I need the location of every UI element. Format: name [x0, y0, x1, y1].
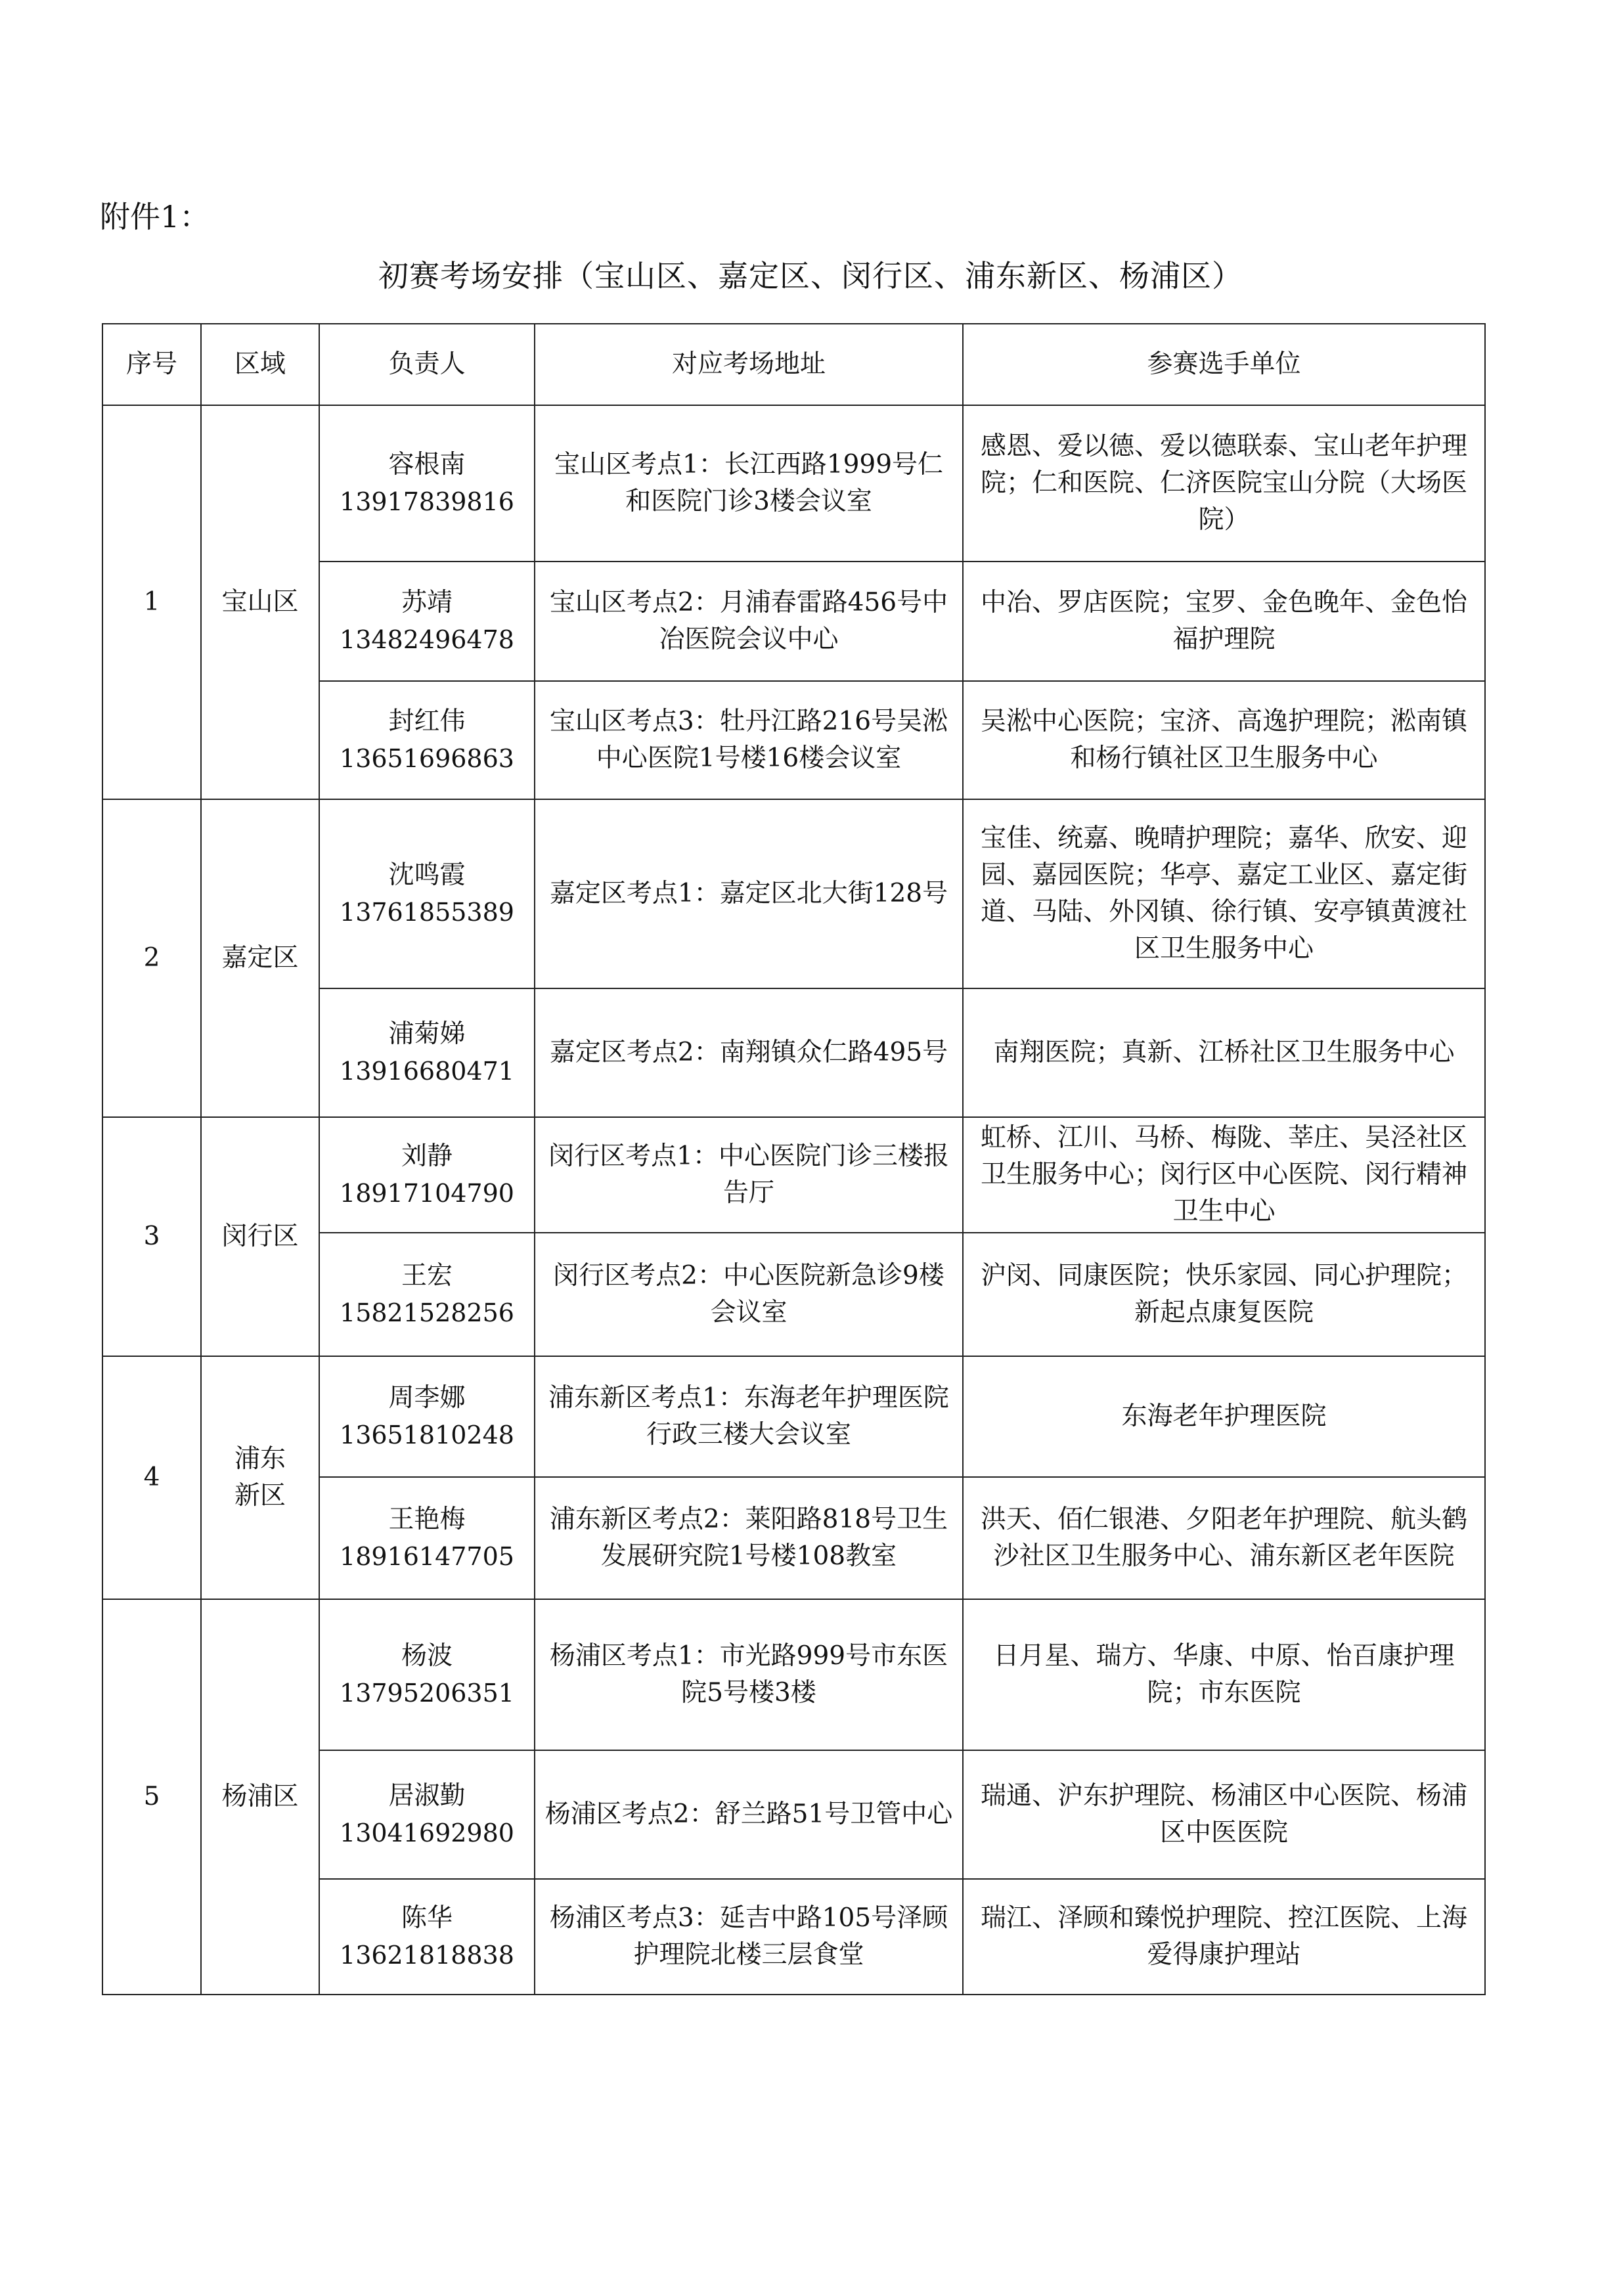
person-name: 王艳梅 [388, 1505, 466, 1534]
person-name: 浦菊娣 [388, 1019, 466, 1049]
person-name: 刘静 [401, 1141, 453, 1171]
seq-cell: 5 [102, 1599, 201, 1995]
area-cell: 闵行区 [201, 1117, 319, 1356]
person-name: 封红伟 [388, 707, 466, 736]
table-row [102, 405, 1485, 562]
units-cell: 瑞通、沪东护理院、杨浦区中心医院、杨浦区中医医院 [963, 1750, 1485, 1879]
person-cell [319, 1117, 535, 1233]
seq-cell: 4 [102, 1356, 201, 1599]
table-row [102, 799, 1485, 988]
address-cell: 闵行区考点2：中心医院新急诊9楼会议室 [535, 1233, 963, 1356]
person-name: 周李娜 [388, 1383, 466, 1413]
table-row [102, 1117, 1485, 1233]
person-phone: 13651810248 [340, 1421, 514, 1449]
person-phone: 18916147705 [340, 1542, 514, 1571]
person-cell [319, 1599, 535, 1750]
table-row [102, 1356, 1485, 1477]
exam-schedule-table [102, 323, 1486, 1995]
person-cell [319, 1750, 535, 1879]
units-cell: 洪天、佰仁银港、夕阳老年护理院、航头鹤沙社区卫生服务中心、浦东新区老年医院 [963, 1477, 1485, 1599]
person-phone: 13041692980 [340, 1819, 514, 1847]
person-phone: 13917839816 [340, 487, 514, 516]
person-name: 居淑勤 [388, 1781, 466, 1811]
units-cell: 虹桥、江川、马桥、梅陇、莘庄、吴泾社区卫生服务中心；闵行区中心医院、闵行精神卫生中心 [963, 1117, 1485, 1233]
document-title: 初赛考场安排（宝山区、嘉定区、闵行区、浦东新区、杨浦区） [378, 258, 1243, 294]
units-cell: 宝佳、统嘉、晚晴护理院；嘉华、欣安、迎园、嘉园医院；华亭、嘉定工业区、嘉定街道、马陆、外冈镇、徐行镇、安亭镇黄渡社区卫生服务中心 [963, 799, 1485, 988]
units-cell: 日月星、瑞方、华康、中原、怡百康护理院；市东医院 [963, 1599, 1485, 1750]
person-cell [319, 405, 535, 562]
person-phone: 13916680471 [340, 1057, 514, 1086]
address-cell: 宝山区考点3：牡丹江路216号吴淞中心医院1号楼16楼会议室 [535, 681, 963, 799]
table-header-row [102, 324, 1485, 405]
header-seq: 序号 [102, 324, 201, 405]
attachment-label: 附件1： [100, 199, 210, 234]
units-cell: 感恩、爱以德、爱以德联泰、宝山老年护理院；仁和医院、仁济医院宝山分院（大场医院） [963, 405, 1485, 562]
area-cell: 杨浦区 [201, 1599, 319, 1995]
area-cell: 浦东新区 [201, 1356, 319, 1599]
address-cell: 嘉定区考点1：嘉定区北大街128号 [535, 799, 963, 988]
area-cell: 嘉定区 [201, 799, 319, 1117]
area-cell: 宝山区 [201, 405, 319, 799]
person-name: 陈华 [401, 1903, 453, 1933]
units-cell: 瑞江、泽顾和臻悦护理院、控江医院、上海爱得康护理站 [963, 1879, 1485, 1995]
person-cell [319, 1356, 535, 1477]
header-units: 参赛选手单位 [963, 324, 1485, 405]
units-cell: 东海老年护理医院 [963, 1356, 1485, 1477]
person-phone: 13795206351 [340, 1679, 514, 1708]
address-cell: 浦东新区考点2：莱阳路818号卫生发展研究院1号楼108教室 [535, 1477, 963, 1599]
seq-cell: 2 [102, 799, 201, 1117]
table-row [102, 1599, 1485, 1750]
address-cell: 宝山区考点2：月浦春雷路456号中冶医院会议中心 [535, 562, 963, 681]
seq-cell: 3 [102, 1117, 201, 1356]
units-cell: 南翔医院；真新、江桥社区卫生服务中心 [963, 988, 1485, 1117]
person-name: 沈鸣霞 [388, 860, 466, 890]
person-phone: 13761855389 [340, 898, 514, 927]
units-cell: 吴淞中心医院；宝济、高逸护理院；淞南镇和杨行镇社区卫生服务中心 [963, 681, 1485, 799]
person-phone: 13482496478 [340, 625, 514, 654]
person-cell [319, 1879, 535, 1995]
address-cell: 闵行区考点1：中心医院门诊三楼报告厅 [535, 1117, 963, 1233]
person-cell [319, 988, 535, 1117]
address-cell: 嘉定区考点2：南翔镇众仁路495号 [535, 988, 963, 1117]
person-cell [319, 799, 535, 988]
units-cell: 中冶、罗店医院；宝罗、金色晚年、金色怡福护理院 [963, 562, 1485, 681]
person-name: 苏靖 [401, 588, 453, 617]
person-cell [319, 562, 535, 681]
address-cell: 杨浦区考点1：市光路999号市东医院5号楼3楼 [535, 1599, 963, 1750]
person-name: 王宏 [401, 1261, 453, 1291]
person-cell [319, 1233, 535, 1356]
seq-cell: 1 [102, 405, 201, 799]
person-cell [319, 1477, 535, 1599]
address-cell: 浦东新区考点1：东海老年护理医院行政三楼大会议室 [535, 1356, 963, 1477]
header-person: 负责人 [319, 324, 535, 405]
address-cell: 宝山区考点1：长江西路1999号仁和医院门诊3楼会议室 [535, 405, 963, 562]
person-phone: 18917104790 [340, 1179, 514, 1208]
units-cell: 沪闵、同康医院；快乐家园、同心护理院；新起点康复医院 [963, 1233, 1485, 1356]
person-name: 杨波 [401, 1641, 453, 1671]
person-phone: 13651696863 [340, 744, 514, 773]
address-cell: 杨浦区考点2：舒兰路51号卫管中心 [535, 1750, 963, 1879]
person-phone: 13621818838 [340, 1941, 514, 1970]
header-address: 对应考场地址 [535, 324, 963, 405]
person-name: 容根南 [388, 450, 466, 479]
person-cell [319, 681, 535, 799]
header-area: 区域 [201, 324, 319, 405]
address-cell: 杨浦区考点3：延吉中路105号泽顾护理院北楼三层食堂 [535, 1879, 963, 1995]
person-phone: 15821528256 [340, 1298, 514, 1327]
